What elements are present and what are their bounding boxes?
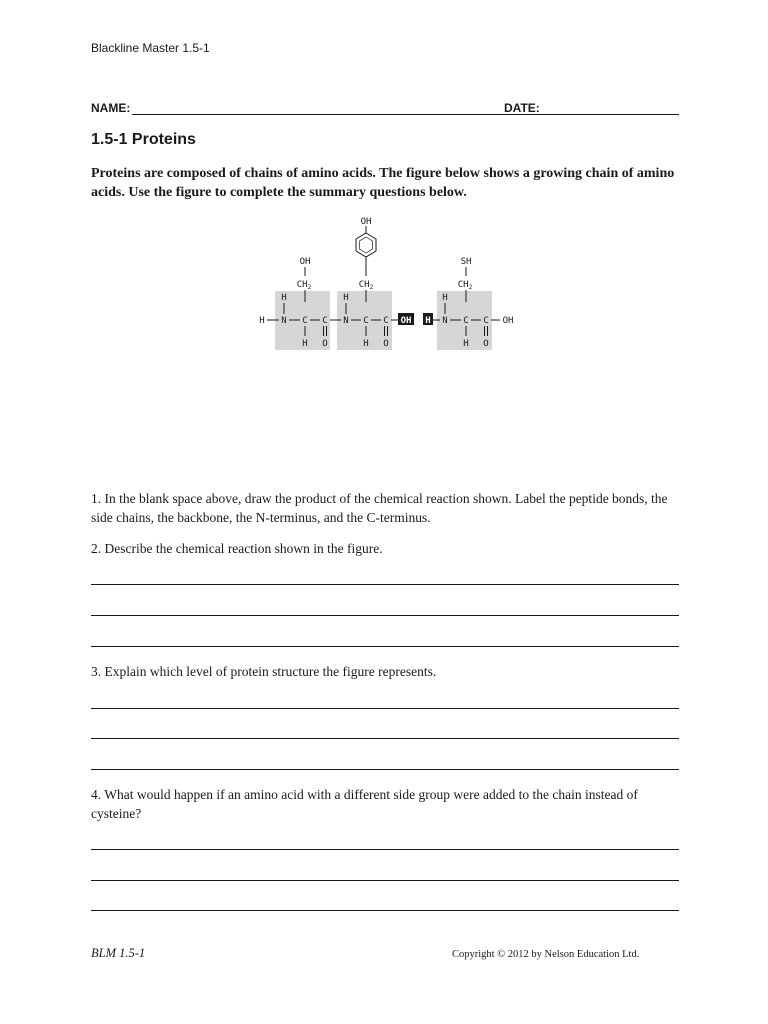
answer-line-2b[interactable] <box>91 615 679 616</box>
answer-line-2a[interactable] <box>91 584 679 585</box>
benzene-ring-inner <box>360 237 373 253</box>
h-n2-top: H <box>343 293 349 303</box>
o-carbonyl-1: O <box>322 339 328 349</box>
c-carbonyl-2: C <box>383 316 389 326</box>
oh-highlighted: OH <box>400 316 412 326</box>
date-label: DATE: <box>504 101 540 115</box>
question-number: 1. <box>91 491 102 506</box>
question-4 <box>91 785 691 823</box>
n-3: N <box>442 316 448 326</box>
question-2 <box>91 539 691 558</box>
footer-copyright: Copyright © 2012 by Nelson Education Ltd. <box>452 949 640 960</box>
o-carbonyl-2: O <box>383 339 389 349</box>
ch2-label-2: $CH_2$ <box>358 280 374 291</box>
footer-blm-label: BLM 1.5-1 <box>91 946 146 960</box>
answer-line-4b[interactable] <box>91 880 679 881</box>
question-text: In the blank space above, draw the product of the chemical reaction shown. Label the peptide bonds, the side chains, the backbone, the N-terminus, and the C-terminus. <box>91 491 668 525</box>
blackline-master-label: Blackline Master 1.5-1 <box>91 41 210 55</box>
c-alpha-2: C <box>363 316 369 326</box>
name-date-row <box>91 101 679 119</box>
answer-line-3c[interactable] <box>91 769 679 770</box>
sh-label: SH <box>460 257 472 267</box>
n-1: N <box>281 316 287 326</box>
c-carbonyl-1: C <box>322 316 328 326</box>
oh-label-2: OH <box>360 217 372 227</box>
question-number: 4. <box>91 787 102 802</box>
h-alpha-3: H <box>463 339 469 349</box>
h-terminal: H <box>259 316 265 326</box>
answer-line-2c[interactable] <box>91 646 679 647</box>
c-carbonyl-3: C <box>483 316 489 326</box>
intro-paragraph: Proteins are composed of chains of amino acids. The figure below shows a growing chain of amino acids. Use the figure to complete the summary questions below. <box>91 166 675 200</box>
ch2-label-3: $CH_2$ <box>457 280 473 291</box>
question-3 <box>91 662 691 681</box>
ch2-label-1: $CH_2$ <box>296 280 312 291</box>
n-2: N <box>343 316 349 326</box>
h-n3-top: H <box>442 293 448 303</box>
oh-label-1: OH <box>299 257 311 267</box>
answer-line-4a[interactable] <box>91 849 679 850</box>
date-field[interactable] <box>547 114 679 115</box>
name-label: NAME: <box>91 101 131 115</box>
c-alpha-3: C <box>463 316 469 326</box>
page-title: 1.5-1 Proteins <box>91 131 196 148</box>
c-alpha-1: C <box>302 316 308 326</box>
h-n1-top: H <box>281 293 287 303</box>
question-1 <box>91 489 691 527</box>
question-text: What would happen if an amino acid with a different side group were added to the chain instead of cysteine? <box>91 787 638 821</box>
answer-line-3b[interactable] <box>91 738 679 739</box>
o-carbonyl-3: O <box>483 339 489 349</box>
question-text: Explain which level of protein structure the figure represents. <box>104 664 437 679</box>
question-text: Describe the chemical reaction shown in the figure. <box>104 541 383 556</box>
question-number: 2. <box>91 541 102 556</box>
question-number: 3. <box>91 664 102 679</box>
answer-line-4c[interactable] <box>91 910 679 911</box>
answer-line-3a[interactable] <box>91 708 679 709</box>
oh-terminal: OH <box>502 316 514 326</box>
h-alpha-1: H <box>302 339 308 349</box>
h-alpha-2: H <box>363 339 369 349</box>
h-highlighted: H <box>425 316 431 326</box>
amino-acid-chain-figure <box>250 210 530 360</box>
